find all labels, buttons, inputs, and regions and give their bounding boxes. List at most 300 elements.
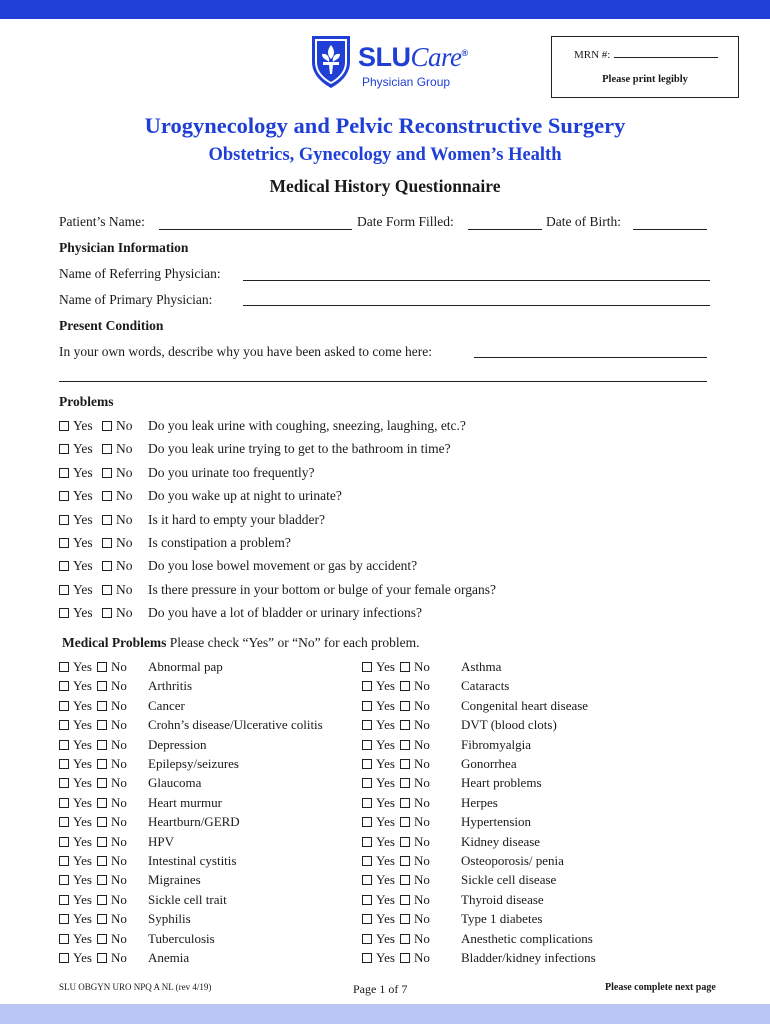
no-checkbox[interactable] — [400, 681, 410, 691]
yes-label: Yes — [376, 756, 395, 771]
yes-checkbox[interactable] — [59, 491, 69, 501]
no-option — [400, 872, 430, 888]
no-checkbox[interactable] — [400, 701, 410, 711]
no-checkbox[interactable] — [97, 817, 107, 827]
no-label: No — [414, 833, 430, 849]
yes-label: Yes — [73, 581, 93, 597]
medical-problem-label: Depression — [148, 736, 207, 752]
no-checkbox[interactable] — [400, 720, 410, 730]
medical-problem-label: Abnormal pap — [148, 659, 223, 674]
no-label: No — [414, 891, 430, 907]
yes-checkbox[interactable] — [362, 875, 372, 885]
yes-label: Yes — [73, 558, 93, 574]
no-checkbox[interactable] — [400, 798, 410, 808]
medical-problem-label: Type 1 diabetes — [461, 911, 543, 927]
medical-problem-label: Heart murmur — [148, 794, 223, 810]
yes-option — [59, 698, 92, 714]
yes-option — [362, 911, 395, 927]
mrn-field[interactable] — [614, 48, 718, 58]
yes-label: Yes — [376, 775, 395, 791]
yes-label: Yes — [73, 833, 92, 849]
no-option — [400, 892, 430, 908]
yes-checkbox[interactable] — [362, 817, 372, 827]
yes-option — [59, 853, 92, 869]
yes-checkbox[interactable] — [59, 837, 69, 847]
fleur-de-lis-shield-icon — [308, 32, 354, 90]
yes-checkbox[interactable] — [362, 914, 372, 924]
no-label: No — [111, 756, 127, 771]
yes-checkbox[interactable] — [362, 798, 372, 808]
yes-checkbox[interactable] — [59, 798, 69, 808]
no-checkbox[interactable] — [97, 798, 107, 808]
yes-checkbox[interactable] — [59, 934, 69, 944]
no-label: No — [414, 756, 430, 771]
no-label: No — [414, 697, 430, 713]
yes-label: Yes — [73, 853, 92, 868]
problem-question: Do you have a lot of bladder or urinary infections? — [148, 605, 423, 621]
no-checkbox[interactable] — [97, 837, 107, 847]
yes-option — [59, 911, 92, 927]
yes-option — [59, 558, 93, 574]
yes-option — [362, 698, 395, 714]
no-checkbox[interactable] — [102, 491, 112, 501]
yes-checkbox[interactable] — [362, 953, 372, 963]
problem-question: Do you wake up at night to urinate? — [148, 488, 342, 504]
no-option — [400, 717, 430, 733]
no-option — [97, 795, 127, 811]
problems-heading: Problems — [59, 394, 114, 409]
yes-option — [59, 441, 93, 457]
top-color-bar — [0, 0, 770, 19]
no-option — [400, 814, 430, 830]
yes-label: Yes — [376, 891, 395, 907]
no-option — [97, 814, 127, 830]
yes-label: Yes — [376, 930, 395, 946]
problem-question: Do you lose bowel movement or gas by accident? — [148, 558, 418, 574]
yes-label: Yes — [73, 756, 92, 771]
yes-label: Yes — [73, 659, 92, 674]
no-option — [97, 931, 127, 947]
yes-label: Yes — [73, 930, 92, 946]
no-label: No — [111, 814, 127, 830]
yes-checkbox[interactable] — [59, 856, 69, 866]
no-option — [400, 853, 430, 869]
no-option — [97, 872, 127, 888]
yes-option — [362, 717, 395, 733]
bottom-color-bar — [0, 1004, 770, 1024]
yes-option — [362, 737, 395, 753]
yes-checkbox[interactable] — [59, 759, 69, 769]
no-option — [102, 488, 133, 504]
no-checkbox[interactable] — [97, 953, 107, 963]
no-option — [102, 465, 133, 481]
no-checkbox[interactable] — [400, 759, 410, 769]
yes-option — [59, 950, 92, 966]
yes-checkbox[interactable] — [59, 681, 69, 691]
no-checkbox[interactable] — [102, 561, 112, 571]
no-checkbox[interactable] — [400, 740, 410, 750]
no-checkbox[interactable] — [97, 875, 107, 885]
yes-label: Yes — [73, 736, 92, 752]
yes-checkbox[interactable] — [59, 895, 69, 905]
no-option — [97, 834, 127, 850]
yes-label: Yes — [376, 659, 395, 674]
no-label: No — [116, 605, 133, 621]
no-option — [400, 698, 430, 714]
no-option — [97, 717, 127, 733]
dob-field[interactable] — [633, 229, 707, 230]
no-label: No — [414, 659, 430, 674]
yes-checkbox[interactable] — [59, 608, 69, 618]
yes-checkbox[interactable] — [59, 720, 69, 730]
yes-checkbox[interactable] — [59, 953, 69, 963]
yes-option — [59, 535, 93, 551]
no-checkbox[interactable] — [97, 778, 107, 788]
no-label: No — [414, 872, 430, 888]
yes-checkbox[interactable] — [362, 701, 372, 711]
yes-checkbox[interactable] — [362, 837, 372, 847]
no-label: No — [111, 833, 127, 849]
yes-checkbox[interactable] — [59, 585, 69, 595]
yes-option — [59, 465, 93, 481]
yes-checkbox[interactable] — [59, 875, 69, 885]
no-checkbox[interactable] — [102, 468, 112, 478]
no-label: No — [414, 950, 430, 965]
medical-problem-label: Anemia — [148, 950, 190, 965]
medical-problem-label: Glaucoma — [148, 775, 202, 791]
no-checkbox[interactable] — [102, 515, 112, 525]
no-checkbox[interactable] — [400, 953, 410, 963]
no-checkbox[interactable] — [400, 778, 410, 788]
medical-problem-label: Asthma — [461, 659, 502, 674]
yes-label: Yes — [73, 775, 92, 791]
yes-option — [362, 853, 395, 869]
yes-label: Yes — [376, 814, 395, 830]
no-checkbox[interactable] — [97, 740, 107, 750]
department-title: Obstetrics, Gynecology and Women’s Health — [208, 145, 562, 165]
yes-label: Yes — [73, 511, 93, 527]
no-label: No — [116, 464, 133, 480]
yes-option — [362, 814, 395, 830]
logo-subtitle: Physician Group — [362, 75, 451, 89]
medical-problems-instruction: Please check “Yes” or “No” for each problem. — [169, 635, 420, 650]
problem-question: Is there pressure in your bottom or bulge of your female organs? — [148, 581, 497, 597]
no-label: No — [414, 794, 430, 810]
yes-option — [59, 892, 92, 908]
yes-checkbox[interactable] — [59, 561, 69, 571]
logo-wordmark: SLUCare® — [358, 42, 468, 72]
medical-problems-header — [62, 635, 420, 651]
no-label: No — [111, 659, 127, 674]
yes-option — [362, 950, 395, 966]
no-option — [97, 892, 127, 908]
no-checkbox[interactable] — [102, 444, 112, 454]
yes-label: Yes — [73, 535, 93, 550]
yes-label: Yes — [73, 794, 92, 810]
yes-checkbox[interactable] — [59, 538, 69, 548]
no-option — [102, 418, 133, 434]
page-number: Page 1 of 7 — [353, 982, 408, 996]
yes-label: Yes — [73, 488, 93, 504]
yes-option — [59, 717, 92, 733]
yes-checkbox[interactable] — [59, 421, 69, 431]
date-filled-label: Date Form Filled: — [357, 214, 454, 229]
no-option — [400, 795, 430, 811]
main-title: Urogynecology and Pelvic Reconstructive Surgery — [144, 113, 626, 138]
no-option — [102, 605, 133, 621]
medical-problem-label: Herpes — [461, 794, 498, 810]
yes-option — [59, 872, 92, 888]
no-option — [97, 756, 127, 772]
dob-label: Date of Birth: — [546, 214, 621, 229]
no-option — [97, 698, 127, 714]
medical-problem-label: Heartburn/GERD — [148, 814, 240, 830]
yes-label: Yes — [376, 717, 395, 733]
medical-problem-label: Intestinal cystitis — [148, 853, 237, 868]
medical-problem-label: Sickle cell disease — [461, 872, 557, 888]
yes-checkbox[interactable] — [362, 681, 372, 691]
no-label: No — [111, 911, 127, 927]
yes-option — [59, 605, 93, 621]
no-option — [97, 775, 127, 791]
no-option — [97, 911, 127, 927]
yes-label: Yes — [73, 678, 92, 694]
present-condition-field-line1[interactable] — [474, 357, 707, 358]
yes-checkbox[interactable] — [59, 662, 69, 672]
medical-problem-label: DVT (blood clots) — [461, 717, 557, 733]
mrn-box — [551, 36, 739, 98]
yes-option — [59, 659, 92, 675]
problem-question: Is constipation a problem? — [148, 535, 291, 550]
yes-checkbox[interactable] — [59, 444, 69, 454]
medical-problem-label: Congenital heart disease — [461, 697, 589, 713]
yes-option — [362, 659, 395, 675]
yes-checkbox[interactable] — [362, 720, 372, 730]
no-checkbox[interactable] — [97, 662, 107, 672]
yes-option — [59, 834, 92, 850]
yes-option — [59, 795, 92, 811]
medical-problem-label: Crohn’s disease/Ulcerative colitis — [148, 717, 323, 733]
yes-label: Yes — [73, 697, 92, 713]
medical-problem-label: Fibromyalgia — [461, 736, 532, 752]
medical-problem-label: Syphilis — [148, 911, 191, 927]
no-option — [400, 737, 430, 753]
no-label: No — [116, 488, 133, 504]
no-label: No — [116, 441, 133, 457]
no-label: No — [116, 535, 133, 550]
no-checkbox[interactable] — [97, 914, 107, 924]
yes-label: Yes — [376, 794, 395, 810]
no-checkbox[interactable] — [400, 875, 410, 885]
no-checkbox[interactable] — [400, 817, 410, 827]
no-option — [102, 441, 133, 457]
yes-label: Yes — [73, 418, 93, 433]
problem-question: Do you leak urine trying to get to the bathroom in time? — [148, 441, 451, 457]
present-condition-heading: Present Condition — [59, 318, 164, 333]
present-condition-field-line2[interactable] — [59, 381, 707, 382]
no-checkbox[interactable] — [102, 421, 112, 431]
medical-problem-label: HPV — [148, 833, 175, 849]
no-checkbox[interactable] — [400, 934, 410, 944]
yes-option — [362, 756, 395, 772]
medical-problem-label: Cataracts — [461, 678, 510, 694]
no-checkbox[interactable] — [400, 914, 410, 924]
no-label: No — [116, 558, 133, 574]
yes-option — [59, 488, 93, 504]
no-label: No — [111, 775, 127, 791]
yes-checkbox[interactable] — [362, 895, 372, 905]
no-option — [400, 659, 430, 675]
yes-option — [59, 756, 92, 772]
yes-label: Yes — [73, 717, 92, 733]
no-label: No — [414, 930, 430, 946]
no-option — [97, 950, 127, 966]
yes-option — [362, 775, 395, 791]
yes-label: Yes — [73, 911, 92, 927]
medical-problem-label: Arthritis — [148, 678, 193, 694]
no-label: No — [414, 853, 430, 868]
no-checkbox[interactable] — [97, 681, 107, 691]
yes-label: Yes — [73, 441, 93, 457]
yes-label: Yes — [73, 605, 93, 621]
no-checkbox[interactable] — [102, 538, 112, 548]
yes-label: Yes — [376, 950, 395, 965]
complete-next-page-note: Please complete next page — [605, 982, 716, 993]
yes-label: Yes — [73, 464, 93, 480]
yes-option — [362, 892, 395, 908]
yes-checkbox[interactable] — [362, 759, 372, 769]
medical-problem-label: Heart problems — [461, 775, 542, 791]
yes-label: Yes — [376, 833, 395, 849]
medical-problem-label: Kidney disease — [461, 833, 541, 849]
medical-problem-label: Thyroid disease — [461, 891, 544, 907]
medical-problems-heading: Medical Problems — [62, 635, 167, 650]
no-checkbox[interactable] — [97, 759, 107, 769]
yes-option — [59, 814, 92, 830]
no-label: No — [414, 814, 430, 830]
problem-question: Is it hard to empty your bladder? — [148, 511, 325, 527]
no-checkbox[interactable] — [97, 701, 107, 711]
no-checkbox[interactable] — [97, 895, 107, 905]
medical-problem-label: Hypertension — [461, 814, 532, 830]
no-option — [400, 931, 430, 947]
yes-checkbox[interactable] — [59, 515, 69, 525]
yes-checkbox[interactable] — [362, 778, 372, 788]
yes-checkbox[interactable] — [362, 740, 372, 750]
no-option — [102, 582, 133, 598]
no-label: No — [111, 950, 127, 965]
yes-label: Yes — [376, 678, 395, 694]
no-label: No — [116, 511, 133, 527]
no-label: No — [116, 418, 133, 433]
yes-checkbox[interactable] — [59, 468, 69, 478]
no-checkbox[interactable] — [400, 662, 410, 672]
yes-checkbox[interactable] — [59, 740, 69, 750]
yes-label: Yes — [376, 911, 395, 927]
yes-option — [59, 582, 93, 598]
date-filled-field[interactable] — [468, 229, 542, 230]
no-checkbox[interactable] — [400, 895, 410, 905]
no-checkbox[interactable] — [102, 608, 112, 618]
yes-label: Yes — [73, 872, 92, 888]
no-label: No — [116, 581, 133, 597]
print-legibly-note: Please print legibly — [602, 74, 688, 85]
yes-checkbox[interactable] — [362, 856, 372, 866]
no-checkbox[interactable] — [97, 934, 107, 944]
no-label: No — [111, 736, 127, 752]
no-label: No — [111, 697, 127, 713]
medical-problem-label: Tuberculosis — [148, 930, 215, 946]
yes-checkbox[interactable] — [59, 914, 69, 924]
no-label: No — [111, 930, 127, 946]
yes-checkbox[interactable] — [362, 934, 372, 944]
no-option — [102, 535, 133, 551]
yes-label: Yes — [73, 950, 92, 965]
no-checkbox[interactable] — [400, 837, 410, 847]
no-option — [400, 834, 430, 850]
no-checkbox[interactable] — [102, 585, 112, 595]
no-label: No — [111, 678, 127, 694]
yes-checkbox[interactable] — [59, 817, 69, 827]
form-title: Medical History Questionnaire — [269, 176, 501, 196]
no-option — [97, 737, 127, 753]
no-option — [97, 659, 127, 675]
yes-option — [362, 834, 395, 850]
present-condition-prompt: In your own words, describe why you have been asked to come here: — [59, 344, 433, 359]
yes-label: Yes — [73, 891, 92, 907]
yes-label: Yes — [376, 736, 395, 752]
yes-label: Yes — [376, 697, 395, 713]
yes-option — [59, 775, 92, 791]
referring-physician-label: Name of Referring Physician: — [59, 266, 221, 281]
yes-option — [362, 678, 395, 694]
yes-option — [59, 418, 93, 434]
medical-problem-label: Cancer — [148, 697, 185, 713]
problem-question: Do you leak urine with coughing, sneezing, laughing, etc.? — [148, 418, 466, 433]
no-checkbox[interactable] — [97, 720, 107, 730]
yes-option — [59, 931, 92, 947]
no-label: No — [414, 736, 430, 752]
yes-option — [362, 795, 395, 811]
primary-physician-field[interactable] — [243, 305, 710, 306]
yes-checkbox[interactable] — [59, 778, 69, 788]
medical-problem-label: Migraines — [148, 872, 201, 888]
yes-option — [362, 931, 395, 947]
mrn-label: MRN #: — [574, 49, 611, 61]
primary-physician-label: Name of Primary Physician: — [59, 292, 213, 307]
yes-checkbox[interactable] — [362, 662, 372, 672]
slucare-logo — [308, 30, 468, 94]
no-label: No — [111, 872, 127, 888]
no-checkbox[interactable] — [400, 856, 410, 866]
problem-question: Do you urinate too frequently? — [148, 464, 315, 480]
physician-heading: Physician Information — [59, 240, 189, 255]
no-label: No — [414, 717, 430, 733]
no-option — [102, 558, 133, 574]
no-checkbox[interactable] — [97, 856, 107, 866]
medical-problem-label: Gonorrhea — [461, 756, 517, 771]
referring-physician-field[interactable] — [243, 280, 710, 281]
yes-option — [59, 737, 92, 753]
no-label: No — [414, 775, 430, 791]
yes-option — [59, 678, 92, 694]
yes-checkbox[interactable] — [59, 701, 69, 711]
no-option — [400, 950, 430, 966]
no-option — [400, 775, 430, 791]
form-code: SLU OBGYN URO NPQ A NL (rev 4/19) — [59, 982, 212, 992]
patient-name-field[interactable] — [159, 229, 352, 230]
no-option — [400, 756, 430, 772]
